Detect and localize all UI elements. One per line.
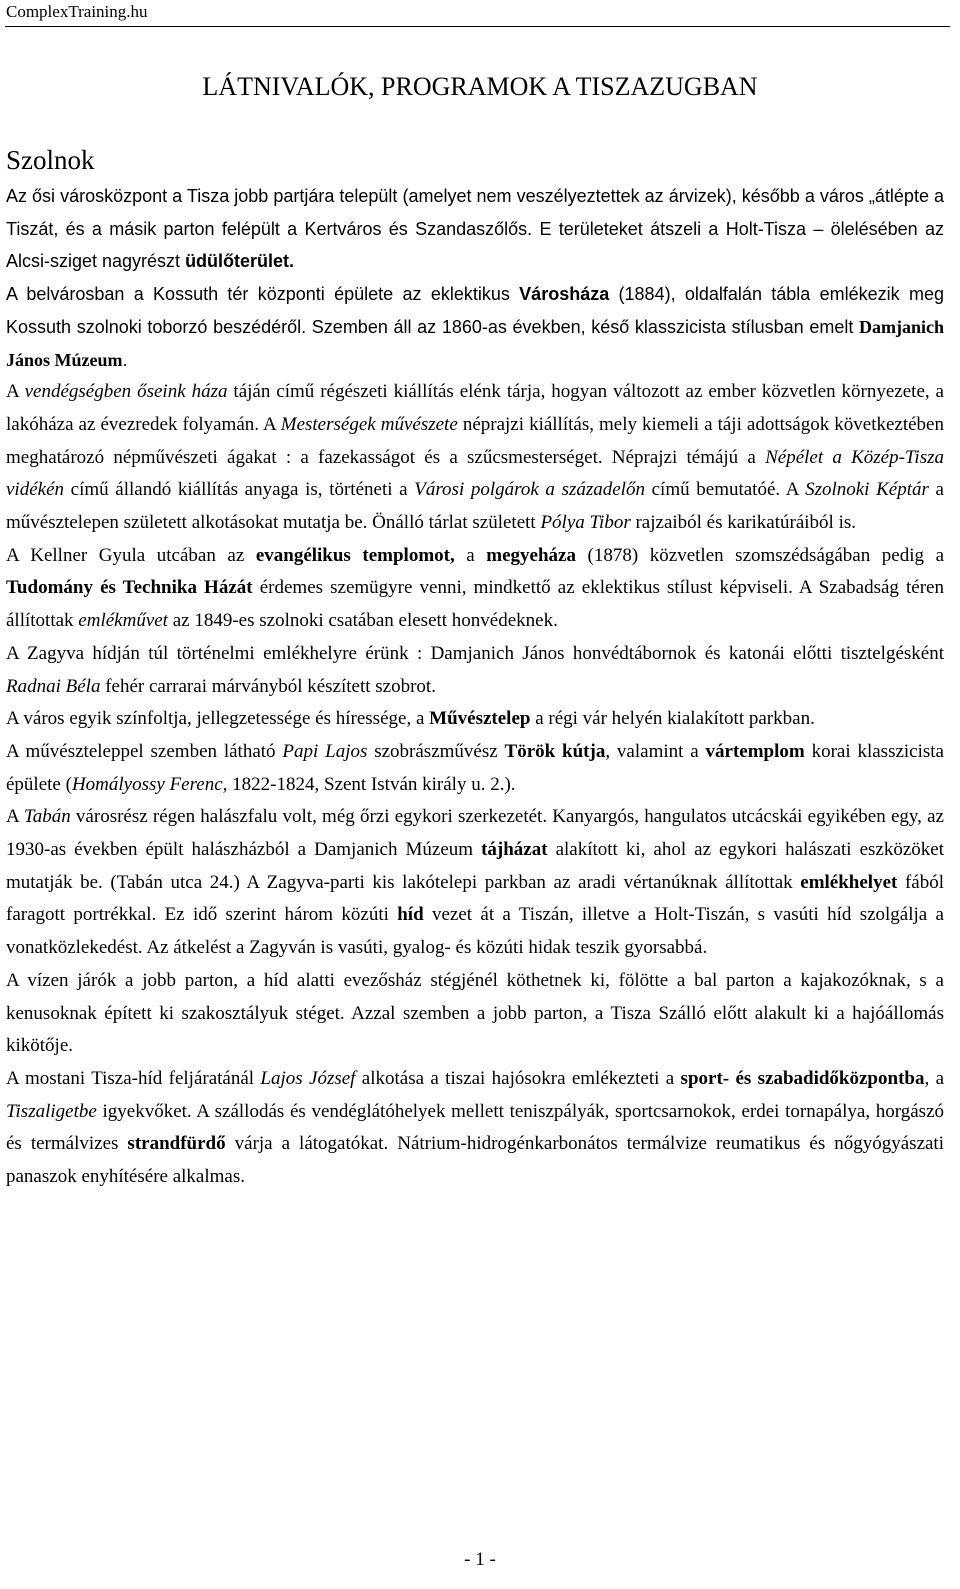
paragraph-4 <box>6 540 944 638</box>
bold-text: Tudomány és Technika Házát <box>6 577 253 599</box>
text-run: szobrászművész <box>367 740 505 762</box>
text-run: A Zagyva hídján túl történelmi emlékhelyre érünk : Damjanich János honvédtábornok és katonái előtti tisztelgésként <box>6 642 944 664</box>
italic-text: Pólya Tibor <box>540 512 631 534</box>
text-run: a művésztelepen született alkotásokat mutatja be. Önálló tárlat született <box>6 479 944 534</box>
text-run: érdemes szemügyre venni, mindkettő az eklektikus stílust képviseli. A Szabadság téren állítottak <box>6 577 944 632</box>
italic-text: Városi polgárok a századelőn <box>414 479 645 501</box>
bold-text: strandfürdő <box>127 1133 226 1155</box>
text-run: A belvárosban a Kossuth tér központi épülete az eklektikus <box>6 284 520 305</box>
paragraph-3 <box>6 376 944 540</box>
text-run: a <box>454 544 487 566</box>
text-run: rajzaiból és karikatúráiból is. <box>630 512 857 534</box>
text-run: városrész régen halászfalu volt, még őrzi egykori szerkezetét. Kanyargós, hangulatos utcácskái egyikében egy, az 1930-as években épült halászházból a Damjanich Múzeum <box>6 806 944 861</box>
bold-text: sport- és szabadidőközpontba <box>680 1067 925 1089</box>
text-run: (1884), oldalfalán tábla emlékezik meg Kossuth szolnoki toborzó beszédéről. Szemben áll az 1860-as években, késő klasszicista stílusban emelt <box>6 284 944 337</box>
text-run: A mostani Tisza-híd feljáratánál <box>6 1067 261 1089</box>
text-run: , valamint a <box>605 740 706 762</box>
italic-text: Tabán <box>23 806 71 828</box>
text-run: a régi vár helyén kialakított parkban. <box>530 708 815 730</box>
paragraph-7 <box>6 736 944 801</box>
text-run: , a <box>924 1067 945 1089</box>
text-run: című állandó kiállítás anyaga is, történeti a <box>64 479 415 501</box>
bold-text: Városháza <box>519 284 610 305</box>
text-run: A <box>6 806 24 828</box>
paragraph-6 <box>6 703 944 736</box>
text-run: . <box>122 349 128 370</box>
bold-text: Török kútja <box>504 740 606 762</box>
page-title: LÁTNIVALÓK, PROGRAMOK A TISZAZUGBAN <box>202 72 758 101</box>
italic-text: Népélet a Közép-Tisza vidékén <box>6 446 944 501</box>
bold-text: evangélikus templomot, <box>255 544 455 566</box>
italic-text: Mesterségek művészete <box>280 413 458 435</box>
page-number: - 1 - <box>464 1549 496 1570</box>
text-run: Az ősi városközpont a Tisza jobb partjára települt (amelyet nem veszélyeztettek az árvizek), később a város „átlépte a Tiszát, és a másik parton felépült a Kertváros és Szandaszőlős. E területeket átszeli a Holt-Tisza – ölelésében az Alcsi-sziget nagyrészt <box>6 186 944 272</box>
italic-text: Radnai Béla <box>6 675 101 697</box>
italic-text: vendégségben őseink háza <box>24 381 228 403</box>
text-run: igyekvőket. A szállodás és vendéglátóhelyek mellett teniszpályák, sportcsarnokok, erdei tornapálya, horgászó és termálvizes <box>6 1100 944 1155</box>
paragraph-9 <box>6 965 944 1063</box>
text-run: A város egyik színfoltja, jellegzetessége és híressége, a <box>6 708 430 730</box>
paragraph-2 <box>6 278 944 376</box>
site-header: ComplexTraining.hu <box>6 2 148 21</box>
bold-text: tájházat <box>481 839 548 861</box>
bold-text: emlékhelyet <box>800 871 898 893</box>
text-run: A művészteleppel szemben látható <box>6 740 283 762</box>
text-run: várja a látogatókat. Nátrium-hidrogénkarbonátos termálvize reumatikus és nőgyógyászati panaszok enyhítésére alkalmas. <box>6 1133 944 1188</box>
text-run: A Kellner Gyula utcában az <box>6 544 256 566</box>
text-run: fehér carrarai márványból készített szobrot. <box>100 675 436 697</box>
section-heading: Szolnok <box>6 145 95 175</box>
bold-text: Művésztelep <box>429 708 531 730</box>
italic-text: emlékművet <box>78 610 168 632</box>
bold-text: megyeháza <box>486 544 576 566</box>
text-run: vezet át a Tiszán, illetve a Holt-Tiszán, s vasúti híd szolgálja a vonatközlekedést. Az átkelést a Zagyván is vasúti, gyalog- és közúti hidak teszik gyorsabbá. <box>6 904 944 959</box>
document-body <box>6 180 944 1194</box>
text-run: az 1849-es szolnoki csatában elesett honvédeknek. <box>167 610 558 632</box>
paragraph-5 <box>6 638 944 703</box>
italic-text: Lajos József <box>260 1067 356 1089</box>
text-run: alakított ki, ahol az egykori halászati eszközöket mutatják be. (Tabán utca 24.) A Zagyva-parti kis lakótelepi parkban az aradi vértanúknak állítottak <box>6 839 944 893</box>
paragraph-8 <box>6 801 944 965</box>
text-run: (1878) közvetlen szomszédságában pedig a <box>576 544 945 566</box>
text-run: A <box>6 381 25 403</box>
text-run: néprajzi kiállítás, mely kiemeli a táji adottságok következtében meghatározó népművészeti ágakat : a fazekasságot és a szűcsmesterséget. Néprajzi témájú a <box>6 413 944 468</box>
text-run: A vízen járók a jobb parton, a híd alatti evezősház stégjénél köthetnek ki, fölötte a bal parton a kajakozóknak, s a kenusoknak épített ki szakosztályuk stéget. Azzal szemben a jobb parton, a Tisza Szálló előtt alakult ki a hajóállomás kikötője. <box>6 969 944 1057</box>
italic-text: Papi Lajos <box>282 740 368 762</box>
bold-text: vártemplom <box>705 740 805 762</box>
bold-text: üdülőterület. <box>185 251 295 272</box>
bold-text: híd <box>397 904 424 926</box>
italic-text: Szolnoki Képtár <box>805 479 929 501</box>
paragraph-10 <box>6 1063 944 1194</box>
text-run: című bemutatóé. A <box>644 479 806 501</box>
italic-text: Tiszaligetbe <box>6 1100 97 1122</box>
paragraph-1 <box>6 180 944 278</box>
text-run: táján című régészeti kiállítás elénk tárja, hogyan változott az ember közvetlen környezete, a lakóháza az évezredek folyamán. A <box>6 381 944 435</box>
header-divider <box>5 26 950 27</box>
text-run: alkotása a tiszai hajósokra emlékezteti a <box>355 1067 681 1089</box>
text-run: 1822-1824, Szent István király u. 2.). <box>227 773 516 795</box>
bold-text: Damjanich János Múzeum <box>6 316 944 370</box>
italic-text: Homályossy Ferenc, <box>71 773 228 795</box>
text-run: korai klasszicista épülete ( <box>6 740 944 795</box>
text-run: fából faragott portrékkal. Ez idő szerint három közúti <box>6 871 944 926</box>
